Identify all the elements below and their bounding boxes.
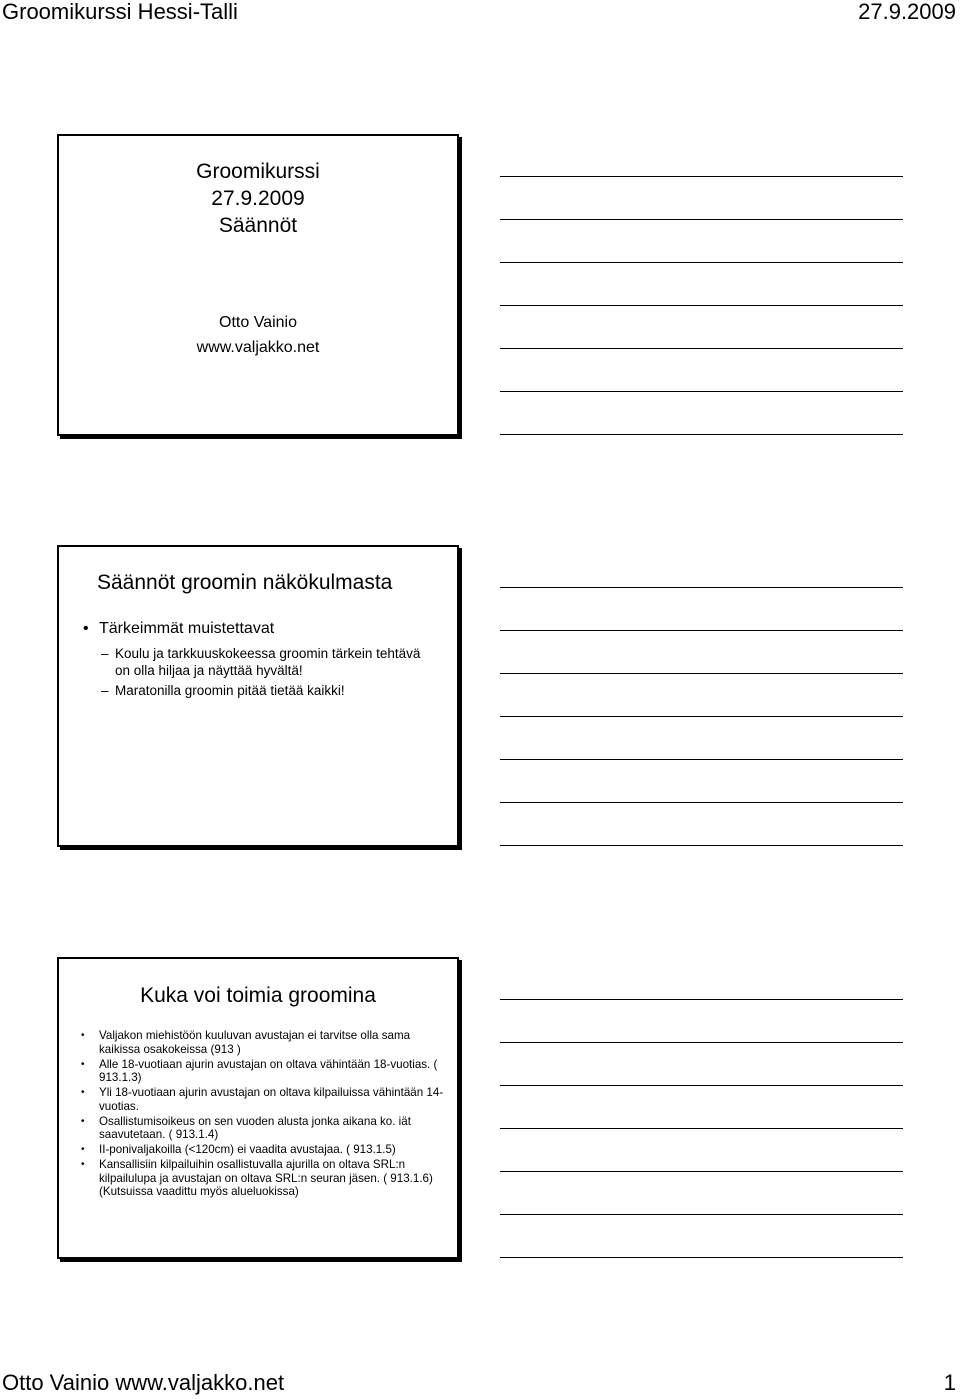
bullet-icon: • — [83, 620, 89, 637]
list-item-text: Kansallisiin kilpailuihin osallistuvalla ajurilla on oltava SRL:n kilpailulupa ja avustajan on oltava SRL:n seuran jäsen. ( 913.1.6) (Kutsuissa vaadittu myös alueluokissa) — [99, 1158, 433, 1198]
notes-line — [500, 716, 903, 717]
notes-line — [500, 759, 903, 760]
bullet-icon: • — [81, 1115, 85, 1127]
slide-1 — [57, 134, 459, 436]
dash-icon: – — [101, 646, 109, 661]
bullet-icon: • — [81, 1159, 85, 1170]
list-item-text: Osallistumisoikeus on sen vuoden alusta jonka aikana ko. iät saavutetaan. ( 913.1.4) — [99, 1114, 411, 1141]
slide-3-list — [81, 1029, 451, 1200]
notes-line — [500, 262, 903, 263]
list-item — [81, 1143, 451, 1157]
bullet-icon: • — [81, 1058, 85, 1070]
notes-line — [500, 802, 903, 803]
list-item — [81, 1029, 451, 1056]
list-item — [81, 1158, 451, 1199]
notes-line — [500, 176, 903, 177]
notes-line — [500, 434, 903, 435]
notes-line — [500, 587, 903, 588]
notes-line — [500, 1257, 903, 1258]
notes-line — [500, 673, 903, 674]
notes-line — [500, 348, 903, 349]
notes-line — [500, 1214, 903, 1215]
slide-1-author-website: www.valjakko.net — [196, 339, 320, 356]
list-item-text: Valjakon miehistöön kuuluvan avustajan ei tarvitse olla sama kaikissa osakokeissa (913 ) — [99, 1029, 411, 1056]
page-header — [0, 0, 960, 30]
notes-line — [500, 999, 903, 1000]
dash-icon: – — [101, 683, 109, 698]
notes-line — [500, 1171, 903, 1172]
notes-line — [500, 219, 903, 220]
list-item-text: Yli 18-vuotiaan ajurin avustajan on oltava kilpailuissa vähintään 14-vuotias. — [99, 1086, 444, 1113]
bullet-icon: • — [81, 1030, 85, 1041]
slide-1-title-line: Groomikurssi — [196, 160, 320, 183]
slide-2-bullet-text: Tärkeimmät muistettavat — [99, 620, 275, 637]
notes-line — [500, 391, 903, 392]
slide-3-title: Kuka voi toimia groomina — [140, 984, 376, 1007]
list-item — [81, 1115, 451, 1142]
slide-2 — [57, 545, 459, 847]
bullet-icon: • — [81, 1144, 85, 1155]
slide-3 — [57, 957, 459, 1259]
bullet-icon: • — [81, 1087, 85, 1098]
notes-line — [500, 1085, 903, 1086]
list-item-text: Alle 18-vuotiaan ajurin avustajan on oltava vähintään 18-vuotias. ( 913.1.3) — [99, 1057, 438, 1084]
slide-2-title: Säännöt groomin näkökulmasta — [97, 571, 393, 594]
header-title: Groomikurssi Hessi-Talli — [2, 0, 238, 24]
slide-1-title — [59, 158, 457, 239]
slide-1-title-line: Säännöt — [218, 214, 298, 237]
list-item-text: II-ponivaljakoilla (<120cm) ei vaadita avustajaa. ( 913.1.5) — [99, 1143, 396, 1156]
slide-1-author — [59, 310, 457, 360]
slide-1-title-line: 27.9.2009 — [211, 187, 305, 210]
slide-2-sub-item-text: Maratonilla groomin pitää tietää kaikki! — [115, 683, 345, 698]
notes-line — [500, 1128, 903, 1129]
slide-1-author-name: Otto Vainio — [219, 314, 297, 331]
notes-line — [500, 845, 903, 846]
notes-line — [500, 1042, 903, 1043]
slide-2-sub-item-text: Koulu ja tarkkuuskokeessa groomin tärkein tehtävä on olla hiljaa ja näyttää hyvältä! — [115, 646, 421, 678]
notes-line — [500, 305, 903, 306]
page-footer — [0, 1371, 960, 1399]
notes-line — [500, 630, 903, 631]
list-item — [81, 1058, 451, 1085]
page-number: 1 — [943, 1370, 956, 1395]
footer-author: Otto Vainio www.valjakko.net — [2, 1370, 285, 1395]
header-date: 27.9.2009 — [858, 0, 956, 24]
list-item — [81, 1086, 451, 1113]
